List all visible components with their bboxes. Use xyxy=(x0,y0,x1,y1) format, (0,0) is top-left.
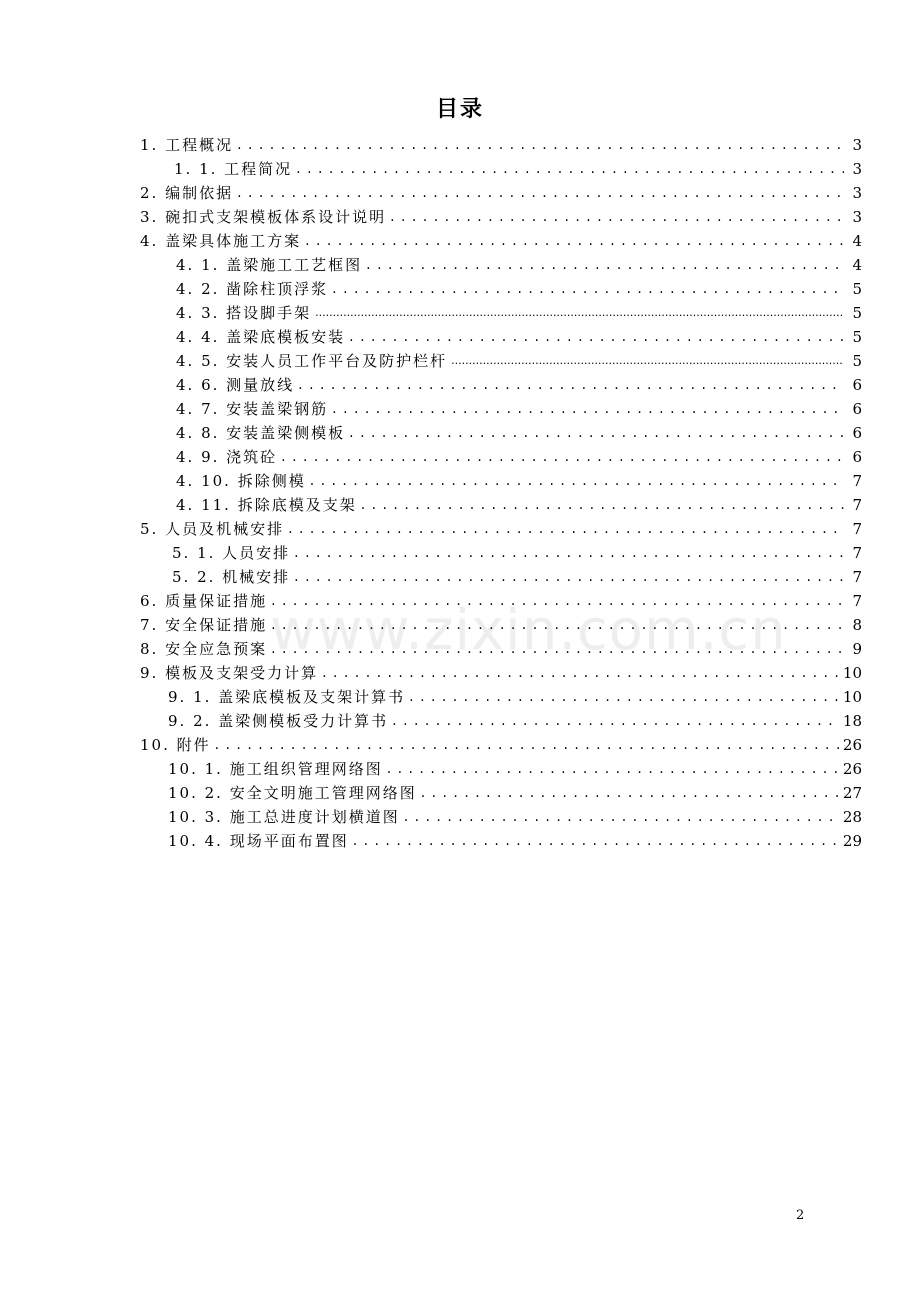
toc-leader-dots xyxy=(361,495,844,515)
toc-entry-page: 7 xyxy=(852,544,862,562)
toc-entry-label: 10. 1. 施工组织管理网络图 xyxy=(168,760,383,778)
toc-entry-label: 4. 7. 安装盖梁钢筋 xyxy=(176,400,329,418)
toc-leader-dots xyxy=(404,807,839,827)
toc-title: 目录 xyxy=(435,97,484,122)
toc-entry-page: 26 xyxy=(842,760,862,778)
toc-entry-page: 10 xyxy=(842,688,862,706)
toc-entry-page: 3 xyxy=(852,184,862,202)
toc-entry-page: 18 xyxy=(842,712,862,730)
toc-entry-page: 29 xyxy=(842,832,862,850)
toc-entry-page: 3 xyxy=(852,160,862,178)
toc-entry-label: 4. 盖梁具体施工方案 xyxy=(140,232,302,250)
toc-entry-label: 9. 1. 盖梁底模板及支架计算书 xyxy=(168,688,406,706)
toc-leader-dots xyxy=(421,783,839,803)
toc-entry-label: 4. 6. 测量放线 xyxy=(176,376,295,394)
toc-entry[interactable] xyxy=(168,831,862,851)
toc-entry-page: 10 xyxy=(842,664,862,682)
toc-entry-page: 8 xyxy=(852,616,862,634)
toc-leader-dots xyxy=(271,615,844,635)
toc-entry-page: 9 xyxy=(852,640,862,658)
toc-entry-page: 5 xyxy=(852,304,862,322)
toc-entry-page: 5 xyxy=(852,352,862,370)
toc-entry[interactable] xyxy=(172,543,862,563)
toc-entry-page: 26 xyxy=(842,736,862,754)
toc-leader-dots xyxy=(271,591,844,611)
toc-entry[interactable] xyxy=(176,447,862,467)
toc-entry[interactable] xyxy=(176,423,862,443)
toc-entry-label: 4. 4. 盖梁底模板安装 xyxy=(176,328,346,346)
toc-leader-dots xyxy=(390,207,844,227)
toc-entry[interactable] xyxy=(176,471,862,491)
toc-leader-dots xyxy=(315,303,844,323)
toc-leader-dots xyxy=(332,279,844,299)
toc-entry-page: 4 xyxy=(852,256,862,274)
toc-entry[interactable] xyxy=(140,735,862,755)
toc-entry-page: 5 xyxy=(852,328,862,346)
toc-leader-dots xyxy=(288,519,844,539)
toc-entry[interactable] xyxy=(174,159,862,179)
toc-entry-page: 7 xyxy=(852,592,862,610)
toc-leader-dots xyxy=(353,831,839,851)
toc-entry-label: 7. 安全保证措施 xyxy=(140,616,268,634)
toc-entry[interactable] xyxy=(140,207,862,227)
toc-entry-label: 9. 模板及支架受力计算 xyxy=(140,664,319,682)
toc-leader-dots xyxy=(237,135,844,155)
toc-entry[interactable] xyxy=(168,759,862,779)
toc-entry[interactable] xyxy=(176,375,862,395)
toc-entry[interactable] xyxy=(140,135,862,155)
toc-entry-page: 7 xyxy=(852,568,862,586)
toc-entry-label: 5. 人员及机械安排 xyxy=(140,520,285,538)
toc-entry-page: 6 xyxy=(852,400,862,418)
toc-leader-dots xyxy=(298,375,844,395)
toc-entry-page: 28 xyxy=(842,808,862,826)
toc-entry[interactable] xyxy=(176,399,862,419)
toc-entry-page: 6 xyxy=(852,424,862,442)
toc-entry-label: 3. 碗扣式支架模板体系设计说明 xyxy=(140,208,387,226)
toc-entry[interactable] xyxy=(140,183,862,203)
toc-entry-label: 5. 1. 人员安排 xyxy=(172,544,291,562)
toc-leader-dots xyxy=(349,327,844,347)
watermark: www.zixin.com.cn xyxy=(270,598,787,663)
toc-entry[interactable] xyxy=(176,351,862,371)
toc-entry-page: 7 xyxy=(852,472,862,490)
toc-entry[interactable] xyxy=(140,663,862,683)
toc-entry[interactable] xyxy=(172,567,862,587)
toc-entry-label: 6. 质量保证措施 xyxy=(140,592,268,610)
toc-entry-page: 6 xyxy=(852,376,862,394)
toc-entry-label: 1. 工程概况 xyxy=(140,136,234,154)
toc-entry[interactable] xyxy=(176,303,862,323)
toc-leader-dots xyxy=(322,663,839,683)
toc-entry[interactable] xyxy=(140,591,862,611)
toc-leader-dots xyxy=(215,735,839,755)
toc-entry-page: 3 xyxy=(852,208,862,226)
toc-entry-label: 4. 2. 凿除柱顶浮浆 xyxy=(176,280,329,298)
toc-entry-label: 4. 5. 安装人员工作平台及防护栏杆 xyxy=(176,352,448,370)
toc-entry[interactable] xyxy=(168,687,862,707)
toc-leader-dots xyxy=(387,759,839,779)
toc-leader-dots xyxy=(294,567,844,587)
toc-leader-dots xyxy=(310,471,844,491)
toc-leader-dots xyxy=(392,711,839,731)
toc-entry[interactable] xyxy=(140,519,862,539)
toc-entry[interactable] xyxy=(140,615,862,635)
toc-entry[interactable] xyxy=(168,711,862,731)
toc-entry-label: 4. 11. 拆除底模及支架 xyxy=(176,496,357,514)
toc-entry-label: 5. 2. 机械安排 xyxy=(172,568,291,586)
toc-entry-page: 5 xyxy=(852,280,862,298)
toc-entry[interactable] xyxy=(176,495,862,515)
page-number: 2 xyxy=(796,1208,805,1223)
toc-entry-page: 7 xyxy=(852,496,862,514)
toc-entry-label: 2. 编制依据 xyxy=(140,184,234,202)
toc-entry[interactable] xyxy=(176,255,862,275)
toc-entry[interactable] xyxy=(176,279,862,299)
toc-entry[interactable] xyxy=(176,327,862,347)
toc-entry-page: 4 xyxy=(852,232,862,250)
toc-entry-label: 8. 安全应急预案 xyxy=(140,640,268,658)
toc-leader-dots xyxy=(349,423,844,443)
toc-entry-page: 27 xyxy=(842,784,862,802)
toc-leader-dots xyxy=(451,351,844,371)
toc-entry-label: 1. 1. 工程简况 xyxy=(174,160,293,178)
toc-entry-label: 10. 附件 xyxy=(140,736,211,754)
toc-leader-dots xyxy=(237,183,844,203)
toc-entry[interactable] xyxy=(168,807,862,827)
toc-entry-label: 10. 2. 安全文明施工管理网络图 xyxy=(168,784,417,802)
toc-entry-page: 6 xyxy=(852,448,862,466)
toc-leader-dots xyxy=(332,399,844,419)
toc-entry-label: 9. 2. 盖梁侧模板受力计算书 xyxy=(168,712,389,730)
toc-entry-page: 7 xyxy=(852,520,862,538)
toc-leader-dots xyxy=(281,447,844,467)
toc-entry-label: 4. 9. 浇筑砼 xyxy=(176,448,278,466)
toc-entry-page: 3 xyxy=(852,136,862,154)
toc-entry-label: 4. 8. 安装盖梁侧模板 xyxy=(176,424,346,442)
toc-entry-label: 4. 3. 搭设脚手架 xyxy=(176,304,312,322)
toc-leader-dots xyxy=(294,543,844,563)
toc-entry-label: 4. 1. 盖梁施工工艺框图 xyxy=(176,256,363,274)
toc-leader-dots xyxy=(409,687,839,707)
toc-entry[interactable] xyxy=(140,639,862,659)
toc-leader-dots xyxy=(296,159,844,179)
toc-leader-dots xyxy=(305,231,844,251)
toc-entry[interactable] xyxy=(140,231,862,251)
toc-leader-dots xyxy=(271,639,844,659)
toc-entry-label: 10. 4. 现场平面布置图 xyxy=(168,832,349,850)
toc-entry[interactable] xyxy=(168,783,862,803)
toc-leader-dots xyxy=(366,255,844,275)
toc-entry-label: 4. 10. 拆除侧模 xyxy=(176,472,306,490)
toc-entry-label: 10. 3. 施工总进度计划横道图 xyxy=(168,808,400,826)
